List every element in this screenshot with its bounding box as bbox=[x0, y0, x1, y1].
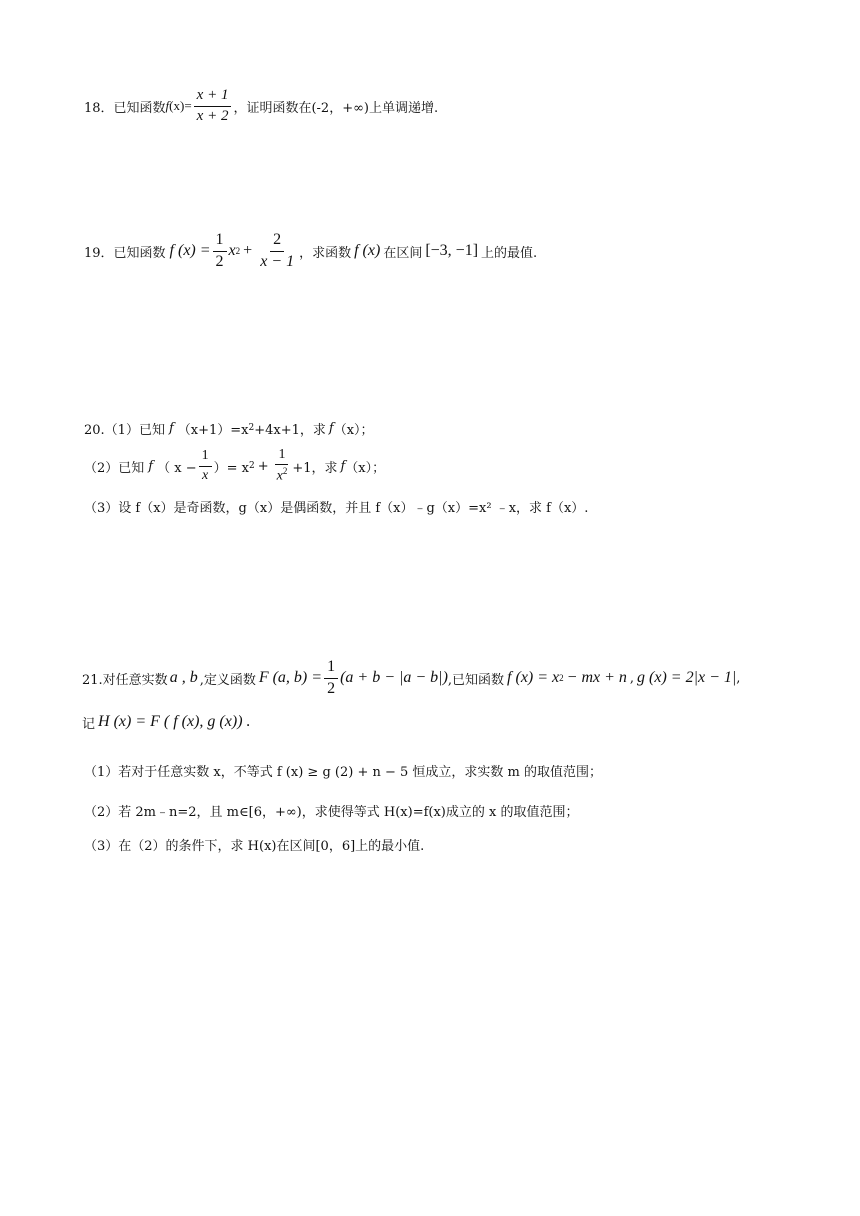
q21-f-rest: − mx + n bbox=[566, 669, 627, 686]
q20-p2-f: f bbox=[148, 458, 154, 474]
q20-p2-den2-exp: 2 bbox=[282, 466, 288, 477]
q21-ab: a , b bbox=[169, 669, 198, 686]
q19-frac-den: x − 1 bbox=[260, 252, 295, 270]
q19-interval: [−3, −1] bbox=[425, 242, 479, 259]
q20-p2-plus: + bbox=[257, 458, 269, 474]
q18-f: f bbox=[165, 98, 170, 113]
q21-F-half bbox=[324, 658, 338, 698]
q20-p2-num2: 1 bbox=[275, 447, 288, 465]
question-21-line1 bbox=[82, 654, 740, 702]
q21-s3: （3）在（2）的条件下，求 H(x)在区间[0，6]上的最小值. bbox=[84, 838, 425, 854]
q21-line2-pre: 记 bbox=[82, 716, 96, 732]
q19-mid2: 在区间 bbox=[383, 245, 423, 261]
q21-F-lhs: F (a, b) = bbox=[258, 669, 323, 686]
q21-mid2: ,已知函数 bbox=[447, 672, 505, 688]
q18-denominator: x + 2 bbox=[196, 107, 229, 124]
q20-p2-frac1 bbox=[199, 448, 212, 483]
q20-p2-f2: f bbox=[340, 458, 346, 474]
q18-prefix: 18．已知函数 bbox=[84, 100, 166, 116]
q20-p1-f: f bbox=[168, 420, 174, 436]
q20-p3: （3）设 f（x）是奇函数，g（x）是偶函数，并且 f（x）﹣g（x）=x² ﹣x，求 f（x）. bbox=[84, 500, 589, 516]
q21-F-body: (a + b − |a − b|) bbox=[340, 669, 448, 686]
q20-p1-exp: 2 bbox=[248, 423, 255, 433]
q19-exp: 2 bbox=[235, 246, 241, 256]
q21-comma: , bbox=[629, 670, 635, 686]
q21-s2: （2）若 2m﹣n=2，且 m∈[6，+∞)，求使得等式 H(x)=f(x)成立的 x 的取值范围； bbox=[84, 804, 579, 820]
q18-numerator: x + 1 bbox=[194, 87, 232, 106]
question-20-part3 bbox=[84, 496, 588, 516]
q20-p2-frac2 bbox=[274, 447, 291, 485]
q19-half bbox=[213, 231, 227, 271]
q21-s1: （1）若对于任意实数 x，不等式 f (x) ≥ g (2) + n − 5 恒成立，求实数 m 的取值范围； bbox=[84, 764, 602, 780]
q20-p2-end: （x）； bbox=[345, 460, 386, 476]
question-21-sub1 bbox=[84, 758, 602, 782]
question-21-sub2 bbox=[84, 800, 578, 820]
q21-pre: 21.对任意实数 bbox=[82, 672, 168, 688]
q20-p1-rest: +4x+1，求 bbox=[254, 422, 326, 438]
q21-f-def: f (x) = x bbox=[507, 669, 560, 686]
q19-suffix: 上的最值. bbox=[481, 245, 538, 261]
q18-arg: (x)= bbox=[169, 98, 192, 113]
q19-prefix: 19．已知函数 bbox=[84, 245, 166, 261]
q19-frac bbox=[257, 231, 297, 271]
q19-plus: + bbox=[243, 242, 253, 259]
q20-p2-close: ）= x bbox=[213, 460, 249, 476]
question-18 bbox=[84, 84, 438, 128]
q19-x: x bbox=[228, 242, 236, 259]
q19-fx: f (x) bbox=[354, 242, 381, 259]
q20-p2-exp1: 2 bbox=[248, 461, 255, 471]
q19-mid: ，求函数 bbox=[299, 245, 352, 261]
q20-p2-den2: x bbox=[276, 468, 283, 484]
question-21-sub3 bbox=[84, 834, 424, 854]
q20-p2-pre: （2）已知 bbox=[84, 460, 145, 476]
q19-half-num: 1 bbox=[213, 231, 227, 251]
question-19 bbox=[84, 228, 537, 274]
q20-p2-den2-wrap bbox=[274, 465, 291, 485]
q21-f-exp: 2 bbox=[559, 673, 564, 683]
q19-half-den: 2 bbox=[215, 252, 224, 270]
q20-p1-f2: f bbox=[328, 420, 334, 436]
q20-p2-open: （ x − bbox=[157, 460, 197, 476]
question-20-part2 bbox=[84, 446, 385, 486]
q21-mid: ,定义函数 bbox=[199, 672, 256, 688]
q19-frac-num: 2 bbox=[270, 231, 284, 251]
q20-p1-arg: （x+1）=x bbox=[177, 422, 249, 438]
q19-lhs: f (x) = bbox=[169, 242, 211, 259]
q21-F-den: 2 bbox=[327, 679, 336, 697]
q20-p1-pre: 20.（1）已知 bbox=[84, 422, 165, 438]
q20-p1-end: （x）； bbox=[333, 422, 374, 438]
q21-F-num: 1 bbox=[324, 658, 338, 678]
q21-H-def: H (x) = F ( f (x), g (x)) . bbox=[98, 713, 251, 730]
q20-p2-num1: 1 bbox=[199, 448, 212, 466]
question-20-part1 bbox=[84, 418, 374, 438]
q20-p2-rest: +1，求 bbox=[292, 460, 338, 476]
question-21-line2 bbox=[82, 708, 251, 736]
q18-suffix: ，证明函数在(-2，+∞)上单调递增. bbox=[233, 100, 439, 116]
q21-g-def: g (x) = 2|x − 1| bbox=[637, 669, 737, 686]
q20-p2-den1: x bbox=[201, 467, 209, 483]
q21-end: , bbox=[736, 670, 741, 686]
q18-fraction bbox=[194, 87, 232, 125]
